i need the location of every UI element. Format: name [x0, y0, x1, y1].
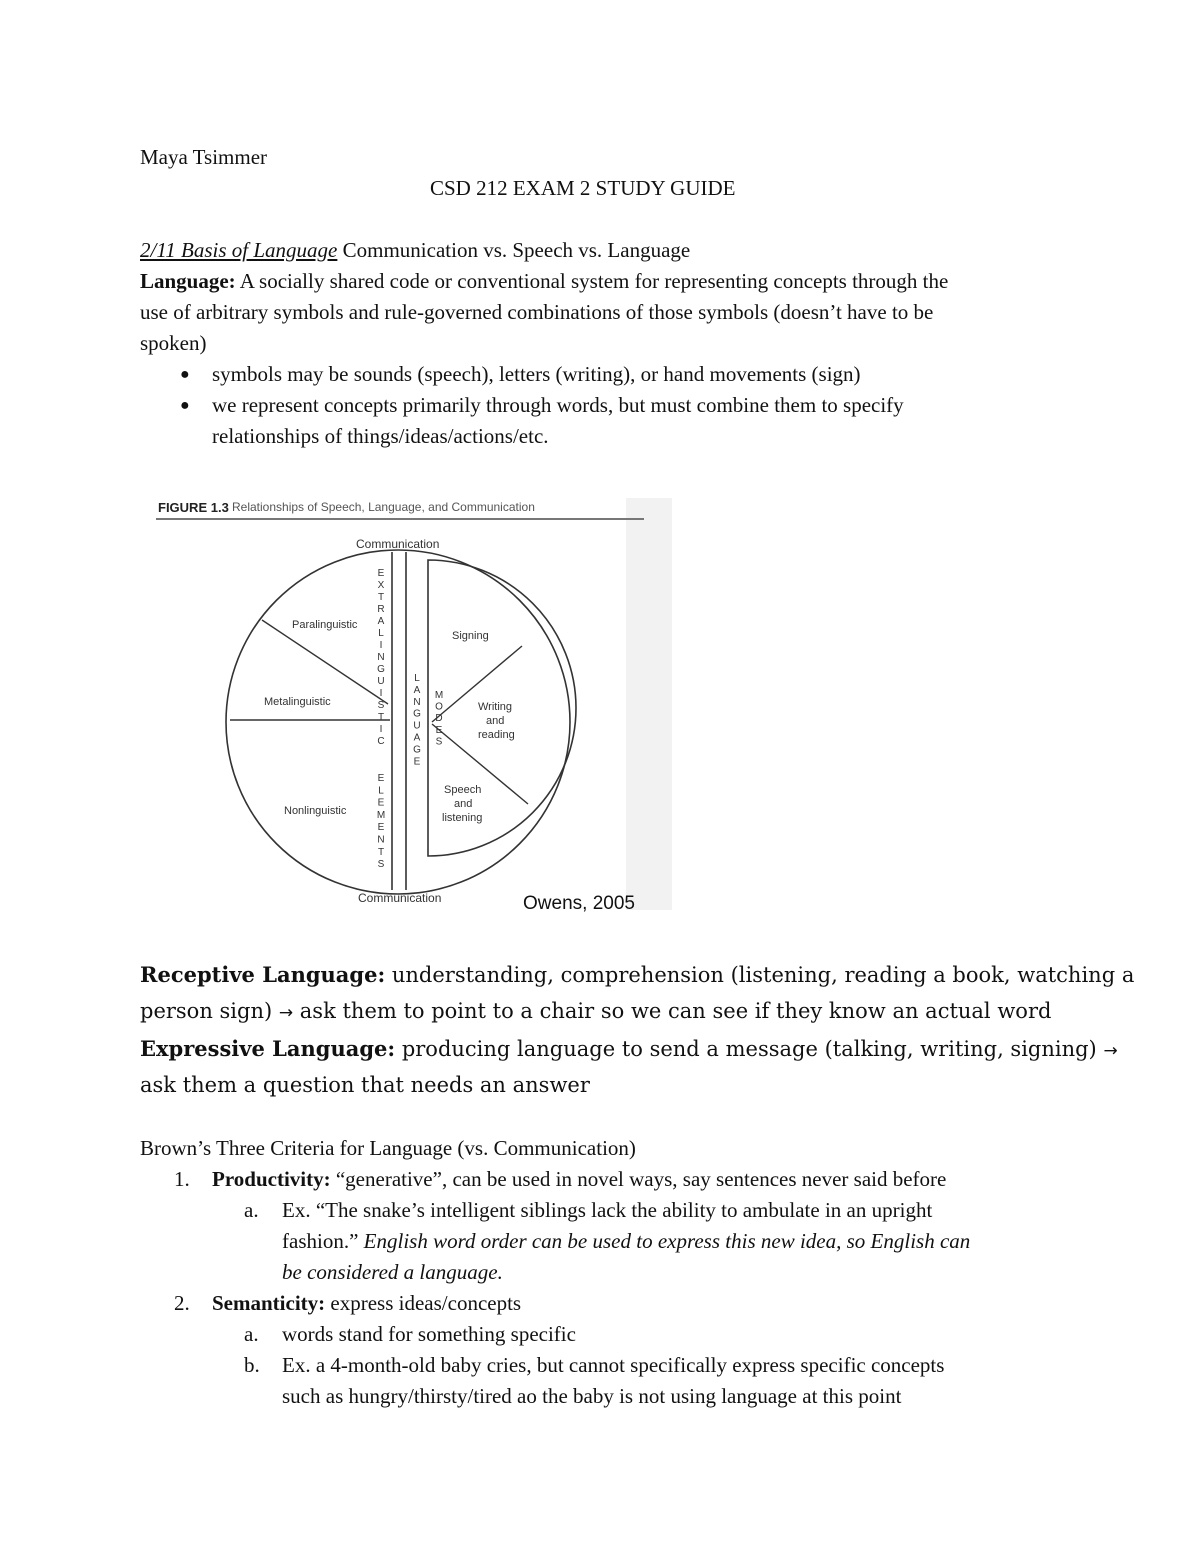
list-item: 1. Productivity: “generative”, can be used in novel ways, say sentences never said before [174, 1167, 947, 1191]
vertical-letter: M [434, 690, 444, 701]
browns-criteria-heading: Brown’s Three Criteria for Language (vs. Communication) [140, 1136, 636, 1160]
figure-diagram [150, 492, 672, 922]
expressive-language-term: Expressive Language: [140, 1036, 396, 1061]
list-item: 2. Semanticity: express ideas/concepts [174, 1291, 522, 1315]
vertical-letter: R [377, 604, 385, 615]
vertical-letter: I [379, 724, 383, 735]
vertical-letter: M [376, 809, 386, 821]
bullet-item: ● we represent concepts primarily through words, but must combine them to specify [140, 390, 1040, 421]
arrow-icon: → [278, 1003, 294, 1023]
vertical-letter: X [377, 580, 385, 591]
list-subitem-continuation: fashion.” English word order can be used to express this new idea, so English can [282, 1229, 971, 1253]
expressive-language-line-1: Expressive Language: producing language to send a message (talking, writing, signing) → [140, 1036, 1118, 1061]
list-subitem: b. Ex. a 4-month-old baby cries, but cannot specifically express specific concepts [244, 1353, 945, 1377]
modes-vertical-text [435, 690, 443, 747]
language-definition-line-1: Language: A socially shared code or conventional system for representing concepts through the [140, 269, 949, 293]
vertical-letter: S [377, 700, 385, 711]
bullet-icon: ● [180, 366, 190, 383]
vertical-letter: E [377, 822, 385, 834]
receptive-language-line-1: Receptive Language: understanding, comprehension (listening, reading a book, watching a [140, 962, 1135, 987]
vertical-letter: L [378, 628, 384, 639]
italic-note: English word order can be used to express this new idea, so English can [363, 1229, 971, 1253]
expressive-language-line-2: ask them a question that needs an answer [140, 1073, 590, 1097]
language-term: Language: [140, 269, 236, 293]
language-vertical-text [413, 673, 421, 767]
speech-label-3: listening [442, 812, 483, 824]
writing-label-1: Writing [478, 701, 513, 713]
vertical-letter: G [413, 744, 421, 756]
paralinguistic-label: Paralinguistic [292, 619, 358, 631]
vertical-letter: E [435, 724, 443, 736]
figure-speech-language-communication [150, 492, 672, 922]
list-subitem: a. words stand for something specific [244, 1322, 576, 1346]
list-subitem-continuation: such as hungry/thirsty/tired ao the baby is not using language at this point [282, 1384, 902, 1408]
bullet-continuation: relationships of things/ideas/actions/etc. [212, 424, 549, 448]
vertical-letter: I [379, 688, 383, 699]
vertical-letter: I [379, 640, 383, 651]
nonlinguistic-label: Nonlinguistic [284, 805, 347, 817]
vertical-letter: O [435, 701, 443, 713]
vertical-letter: N [413, 696, 421, 708]
bottom-communication-label: Communication [358, 891, 442, 905]
vertical-letter: U [377, 676, 385, 687]
bullet-icon: ● [180, 397, 190, 414]
vertical-letter: T [377, 592, 385, 603]
italic-note: be considered a language. [282, 1260, 503, 1284]
vertical-letter: N [377, 834, 385, 846]
vertical-letter: D [435, 713, 443, 725]
figure-label: FIGURE 1.3 [158, 500, 229, 515]
section-heading-basis-of-language [140, 235, 690, 266]
vertical-letter: U [413, 720, 421, 732]
vertical-letter: A [413, 732, 421, 744]
section-subtitle: Communication vs. Speech vs. Language [337, 238, 691, 262]
bullet-item: ● symbols may be sounds (speech), letters (writing), or hand movements (sign) [140, 359, 1040, 390]
arrow-icon: → [1103, 1041, 1118, 1061]
date-topic: 2/11 Basis of Language [140, 238, 338, 262]
vertical-letter: L [378, 785, 384, 797]
receptive-language-term: Receptive Language: [140, 962, 386, 987]
vertical-letter: A [413, 684, 421, 696]
figure-caption: Relationships of Speech, Language, and Communication [232, 500, 535, 514]
vertical-letter: E [377, 568, 385, 579]
vertical-letter: L [414, 673, 420, 684]
figure-citation: Owens, 2005 [523, 893, 635, 914]
document-title: CSD 212 EXAM 2 STUDY GUIDE [430, 176, 736, 200]
language-definition-line-2: use of arbitrary symbols and rule-governed combinations of those symbols (doesn’t have to be [140, 300, 934, 324]
top-communication-label: Communication [356, 537, 440, 551]
receptive-language-line-2: person sign) → ask them to point to a chair so we can see if they know an actual word [140, 999, 1052, 1023]
vertical-letter: E [377, 797, 385, 809]
vertical-letter: T [377, 846, 385, 858]
vertical-letter: N [377, 652, 385, 663]
vertical-letter: G [413, 708, 421, 720]
speech-label-2: and [454, 798, 473, 810]
extralinguistic-vertical-text [377, 568, 385, 747]
list-subitem: a. Ex. “The snake’s intelligent siblings lack the ability to ambulate in an upright [244, 1198, 933, 1222]
vertical-letter: E [413, 756, 421, 768]
vertical-letter: T [377, 712, 385, 723]
writing-label-2: and [486, 715, 505, 727]
vertical-letter: G [377, 664, 385, 675]
semanticity-term: Semanticity: [212, 1291, 326, 1315]
vertical-letter: A [377, 616, 385, 627]
metalinguistic-label: Metalinguistic [264, 696, 331, 708]
productivity-term: Productivity: [212, 1167, 331, 1191]
list-subitem-continuation [140, 1257, 1090, 1288]
speech-label-1: Speech [444, 784, 482, 796]
language-definition-line-3: spoken) [140, 331, 207, 355]
vertical-letter: S [377, 859, 385, 871]
writing-label-3: reading [478, 729, 515, 741]
vertical-letter: C [377, 736, 385, 747]
author-name: Maya Tsimmer [140, 145, 268, 169]
vertical-letter: S [435, 736, 443, 748]
vertical-letter: E [377, 773, 385, 784]
signing-label: Signing [452, 630, 489, 642]
